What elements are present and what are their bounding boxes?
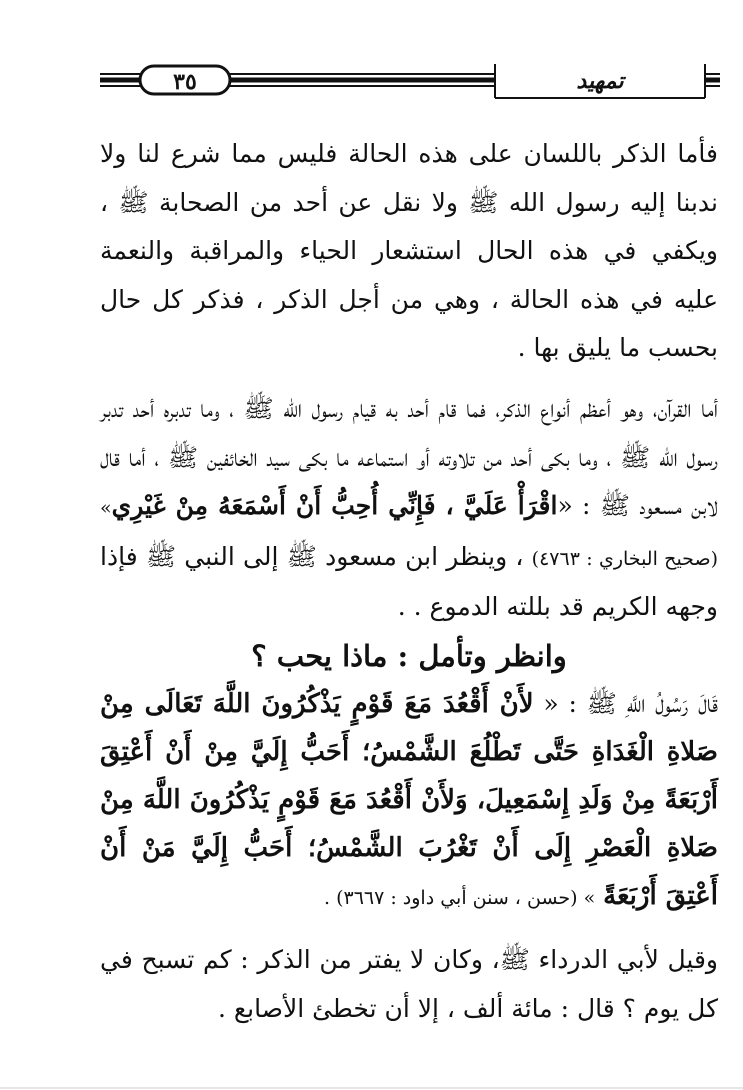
section-heading: وانظر وتأمل : ماذا يحب ؟: [251, 638, 567, 673]
hadith-text: لأَنْ أَقْعُدَ مَعَ قَوْمٍ يَذْكُرُونَ اللَّهَ تَعَالَى مِنْ صَلاةِ الْغَدَاةِ حَتَّى تَطْلُعَ الشَّمْسُ؛ أَحَبُّ إِلَيَّ مِنْ أَنْ أَعْتِقَ أَرْبَعَةً مِنْ وَلَدِ إِسْمَعِيلَ، وَلأَنْ أَقْعُدَ مَعَ قَوْمٍ يَذْكُرُونَ اللَّهَ مِنْ صَلاةِ الْعَصْرِ إِلَى أَنْ تَغْرُبَ الشَّمْسُ؛ أَحَبُّ إِلَيَّ مَنْ أَنْ أَعْتِقَ أَرْبَعَةً: [100, 688, 719, 911]
paragraph-quran-intro: أما القرآن، وهو أعظم أنواع الذكر، فما قام أحد به قيام رسول الله ﷺ ، وما تدبره أحد تدبر رسول الله ﷺ ، وما بكى أحد من تلاوته أو استماعه ما بكى سيد الخائفين ﷺ ، أما قال لابن مسعود ﷺ : «: [100, 393, 718, 521]
paragraph-quran-outro: ، وينظر ابن مسعود ﷺ إلى النبي ﷺ فإذا وجهه الكريم قد بللته الدموع . .: [100, 541, 718, 622]
reference-abu-dawud: » (حسن ، سنن أبي داود : ٣٦٦٧) .: [323, 886, 596, 909]
paragraph-abu-darda: وقيل لأبي الدرداء ﷺ، وكان لا يفتر من الذكر : كم تسبح في كل يوم ؟ قال : مائة ألف ، إلا أن تخطئ الأصابع .: [100, 944, 718, 1023]
reference-bukhari: » (صحيح البخاري : ٤٧٦٣): [100, 497, 718, 570]
running-head: تمهيد: [576, 68, 624, 94]
hadith-intro: قَالَ رَسُولُ اللَّهِ ﷺ : «: [543, 688, 718, 718]
hadith-quote-recite: اقْرَأْ عَلَيَّ ، فَإِنِّي أُحِبُّ أَنْ أَسْمَعَهُ مِنْ غَيْرِي: [111, 491, 558, 521]
body-text: [100, 130, 718, 1033]
paragraph-dhikr-tongue: فأما الذكر باللسان على هذه الحالة فليس مما شرع لنا ولا ندبنا إليه رسول الله ﷺ ولا نقل عن أحد من الصحابة ﷺ ، ويكفي في هذه الحال استشعار الحياء والمراقبة والنعمة عليه في هذه الحالة ، وهي من أجل الذكر ، فذكر كل حال بحسب ما يليق بها .: [100, 139, 718, 363]
page-bottom-edge: [0, 1080, 743, 1090]
paragraph-quran: [100, 385, 718, 632]
page-number: ٣٥: [173, 69, 197, 95]
hadith-paragraph: [100, 680, 718, 922]
page-header: [100, 60, 720, 104]
